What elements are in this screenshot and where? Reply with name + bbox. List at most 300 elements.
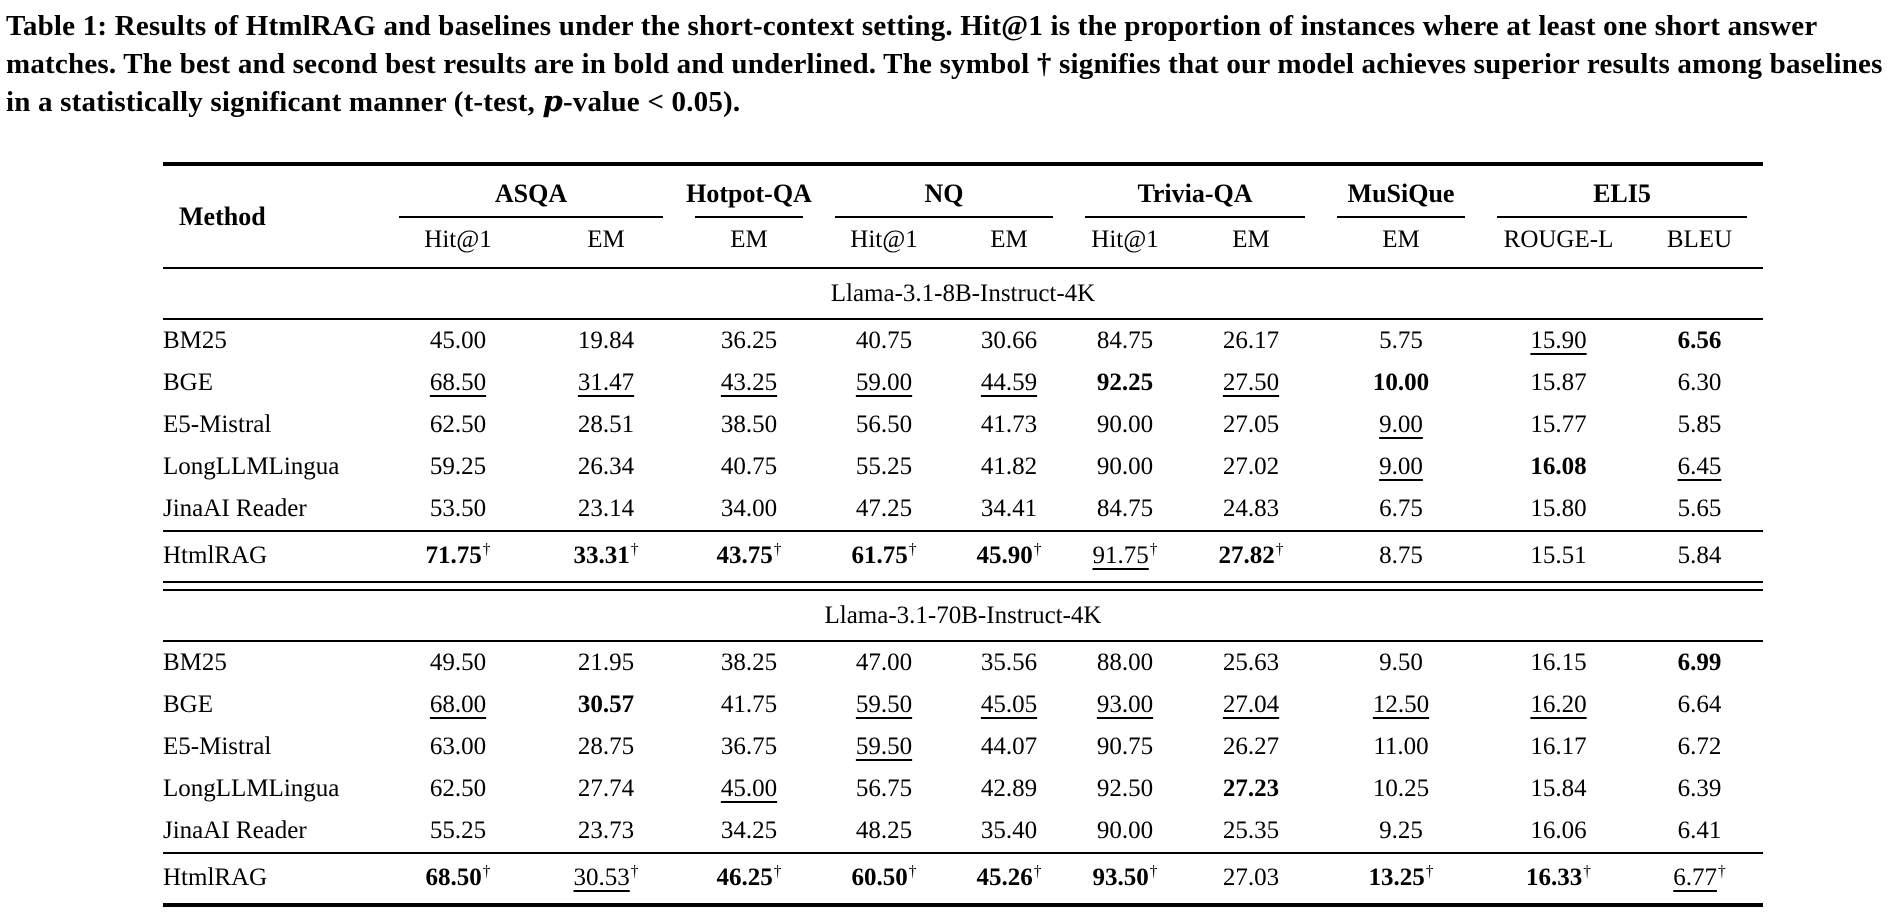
- table-cell: [1321, 446, 1481, 488]
- metric-header-trivia-qa-hit-1: Hit@1: [1069, 218, 1181, 268]
- table-cell: [819, 641, 949, 684]
- metric-value: 55.25: [429, 817, 487, 845]
- metric-value: 16.06: [1530, 817, 1587, 845]
- dagger-mark: †: [1718, 862, 1726, 880]
- metric-value: 8.75: [1379, 542, 1423, 570]
- table-cell: [383, 404, 533, 446]
- header-group-row: [163, 164, 1763, 218]
- metric-value: 10.25: [1372, 775, 1430, 803]
- metric-header-asqa-hit-1: Hit@1: [383, 218, 533, 268]
- metric-value: 33.31: [573, 542, 630, 570]
- metric-value: 36.25: [720, 327, 778, 355]
- table-cell: [1181, 853, 1321, 905]
- metric-value: 30.57: [577, 691, 635, 719]
- metric-value: 45.26: [976, 864, 1033, 892]
- metric-value: 15.80: [1530, 495, 1587, 523]
- metric-value: 93.50: [1092, 864, 1149, 892]
- dagger-mark: †: [773, 862, 782, 880]
- table-cell: [533, 726, 679, 768]
- table-cell: [1636, 768, 1763, 810]
- double-rule-row: [163, 582, 1763, 590]
- table-cell: [533, 488, 679, 531]
- table-cell: [1181, 641, 1321, 684]
- table-cell: [1481, 810, 1636, 853]
- metric-value: 36.75: [720, 733, 778, 761]
- table-row: [163, 362, 1763, 404]
- table-row: [163, 531, 1763, 582]
- table-cell: [533, 684, 679, 726]
- metric-value: 26.17: [1222, 327, 1280, 355]
- double-rule-cell: [163, 582, 1763, 590]
- metric-value: 47.00: [855, 649, 913, 677]
- table-cell: [1481, 362, 1636, 404]
- metric-value: 41.75: [720, 691, 778, 719]
- table-cell: [1481, 684, 1636, 726]
- table-cell: [1636, 853, 1763, 905]
- table-cell: [1069, 362, 1181, 404]
- metric-value: 27.04: [1222, 691, 1280, 719]
- table-cell: [1321, 810, 1481, 853]
- table-cell: [383, 319, 533, 362]
- table-cell: [1321, 726, 1481, 768]
- metric-value: 30.66: [980, 327, 1038, 355]
- metric-header-eli5-bleu: BLEU: [1636, 218, 1763, 268]
- table-cell: [1181, 488, 1321, 531]
- table-cell: [679, 768, 819, 810]
- metric-value: 6.77: [1673, 864, 1717, 892]
- metric-value: 16.08: [1530, 453, 1587, 481]
- metric-value: 19.84: [577, 327, 635, 355]
- table-row: [163, 404, 1763, 446]
- metric-value: 9.50: [1379, 649, 1423, 677]
- metric-value: 47.25: [855, 495, 913, 523]
- table-cell: [1181, 768, 1321, 810]
- table-cell: [1636, 531, 1763, 582]
- method-cell: BGE: [163, 691, 213, 719]
- metric-value: 34.41: [980, 495, 1038, 523]
- metric-value: 42.89: [980, 775, 1038, 803]
- dagger-mark: †: [908, 540, 917, 558]
- metric-value: 13.25: [1368, 864, 1425, 892]
- method-cell: E5-Mistral: [163, 733, 272, 761]
- table-cell: [1481, 768, 1636, 810]
- column-group-label: Hotpot-QA: [686, 179, 812, 209]
- metric-value: 46.25: [716, 864, 773, 892]
- table-row: [163, 810, 1763, 853]
- table-cell: [1481, 726, 1636, 768]
- table-cell: [1069, 319, 1181, 362]
- metric-value: 6.64: [1677, 691, 1722, 719]
- metric-value: 27.02: [1222, 453, 1280, 481]
- metric-value: 6.41: [1677, 817, 1722, 845]
- table-cell: [1321, 641, 1481, 684]
- table-cell: [1321, 488, 1481, 531]
- column-group-hotpot-qa: [679, 164, 819, 218]
- table-cell: [819, 362, 949, 404]
- table-cell: [819, 531, 949, 582]
- column-group-label: Trivia-QA: [1137, 179, 1253, 209]
- table-cell: [679, 726, 819, 768]
- metric-value: 5.84: [1677, 542, 1722, 570]
- table-cell: [383, 768, 533, 810]
- table-cell: [533, 404, 679, 446]
- metric-value: 6.72: [1677, 733, 1722, 761]
- column-group-label: NQ: [924, 179, 964, 209]
- table-cell: [949, 488, 1069, 531]
- table-cell: [533, 810, 679, 853]
- metric-value: 28.75: [577, 733, 635, 761]
- table-cell: [819, 853, 949, 905]
- metric-value: 11.00: [1373, 733, 1429, 761]
- table-cell: [679, 319, 819, 362]
- table-cell: [819, 446, 949, 488]
- dagger-mark: †: [630, 862, 639, 880]
- section-title-row: [163, 590, 1763, 641]
- method-cell: HtmlRAG: [163, 531, 383, 582]
- table-cell: [679, 641, 819, 684]
- table-cell: [1636, 319, 1763, 362]
- metric-value: 41.82: [980, 453, 1038, 481]
- column-group-label: ELI5: [1593, 179, 1651, 209]
- section-title-row: [163, 268, 1763, 319]
- table-cell: [679, 853, 819, 905]
- table-cell: [1636, 446, 1763, 488]
- section-title: Llama-3.1-8B-Instruct-4K: [163, 268, 1763, 319]
- metric-value: 35.40: [980, 817, 1038, 845]
- metric-value: 49.50: [429, 649, 487, 677]
- table-cell: [679, 531, 819, 582]
- table-cell: [679, 404, 819, 446]
- table-cell: [1481, 404, 1636, 446]
- metric-value: 45.90: [976, 542, 1033, 570]
- metric-value: 6.56: [1677, 327, 1722, 355]
- table-cell: [383, 531, 533, 582]
- metric-header-nq-hit-1: Hit@1: [819, 218, 949, 268]
- method-cell: JinaAI Reader: [163, 817, 307, 845]
- table-cell: [1181, 810, 1321, 853]
- table-cell: [1181, 319, 1321, 362]
- table-row: [163, 641, 1763, 684]
- table-cell: [1069, 641, 1181, 684]
- metric-value: 27.82: [1218, 542, 1275, 570]
- metric-value: 45.00: [720, 775, 778, 803]
- table-cell: [1181, 531, 1321, 582]
- metric-value: 6.30: [1677, 369, 1722, 397]
- table-cell: [949, 853, 1069, 905]
- metric-value: 24.83: [1222, 495, 1280, 523]
- method-cell: E5-Mistral: [163, 411, 272, 439]
- table-cell: [1181, 726, 1321, 768]
- metric-value: 59.50: [855, 691, 913, 719]
- metric-value: 60.50: [851, 864, 908, 892]
- metric-value: 16.20: [1530, 691, 1587, 719]
- table-cell: [949, 641, 1069, 684]
- metric-value: 41.73: [980, 411, 1038, 439]
- metric-value: 6.75: [1379, 495, 1423, 523]
- table-cell: [1636, 726, 1763, 768]
- caption-p-italic: p: [542, 84, 563, 119]
- metric-value: 44.59: [980, 369, 1038, 397]
- table-cell: [1069, 684, 1181, 726]
- metric-value: 27.74: [577, 775, 635, 803]
- metric-value: 15.84: [1530, 775, 1587, 803]
- dagger-mark: †: [773, 540, 782, 558]
- metric-value: 34.25: [720, 817, 778, 845]
- section-llama-3-1-8b-instruct-4k: [163, 268, 1763, 582]
- table-cell: [1321, 362, 1481, 404]
- method-cell: BM25: [163, 649, 227, 677]
- table-cell: [533, 531, 679, 582]
- metric-value: 31.47: [577, 369, 635, 397]
- metric-value: 62.50: [429, 775, 487, 803]
- metric-value: 90.00: [1096, 411, 1154, 439]
- table-cell: [1481, 488, 1636, 531]
- section-llama-3-1-70b-instruct-4k: [163, 590, 1763, 905]
- metric-value: 12.50: [1372, 691, 1430, 719]
- table-row: [163, 726, 1763, 768]
- metric-value: 68.00: [429, 691, 487, 719]
- table-cell: [1481, 319, 1636, 362]
- table-cell: [533, 362, 679, 404]
- metric-value: 23.73: [577, 817, 635, 845]
- metric-value: 44.07: [980, 733, 1038, 761]
- metric-value: 27.05: [1222, 411, 1280, 439]
- method-cell: LongLLMLingua: [163, 775, 340, 803]
- dagger-mark: †: [1033, 862, 1042, 880]
- table-cell: [1481, 641, 1636, 684]
- header-metric-row: [163, 218, 1763, 268]
- table-cell: [1181, 362, 1321, 404]
- table-cell: [533, 853, 679, 905]
- metric-value: 25.63: [1222, 649, 1280, 677]
- table-cell: [1636, 362, 1763, 404]
- table-cell: [383, 853, 533, 905]
- table-cell: [949, 684, 1069, 726]
- metric-value: 90.00: [1096, 453, 1154, 481]
- metric-value: 40.75: [720, 453, 778, 481]
- metric-header-trivia-qa-em: EM: [1181, 218, 1321, 268]
- metric-value: 90.00: [1096, 817, 1154, 845]
- table-cell: [1481, 446, 1636, 488]
- table-row: [163, 488, 1763, 531]
- table-cell: [383, 684, 533, 726]
- metric-value: 56.75: [855, 775, 913, 803]
- metric-value: 16.15: [1530, 649, 1587, 677]
- table-cell: [679, 810, 819, 853]
- metric-value: 15.77: [1530, 411, 1587, 439]
- table-cell: [1636, 488, 1763, 531]
- metric-value: 35.56: [980, 649, 1038, 677]
- metric-value: 59.25: [429, 453, 487, 481]
- metric-value: 34.00: [720, 495, 778, 523]
- metric-header-eli5-rouge-l: ROUGE-L: [1481, 218, 1636, 268]
- column-group-eli5: [1481, 164, 1763, 218]
- table-cell: [1069, 853, 1181, 905]
- method-column-header: Method: [163, 164, 383, 268]
- metric-value: 16.17: [1530, 733, 1587, 761]
- table-cell: [949, 726, 1069, 768]
- metric-value: 15.90: [1530, 327, 1587, 355]
- metric-value: 43.75: [716, 542, 773, 570]
- metric-value: 5.65: [1677, 495, 1722, 523]
- dagger-mark: †: [1425, 862, 1434, 880]
- metric-value: 63.00: [429, 733, 487, 761]
- table-cell: [533, 641, 679, 684]
- dagger-mark: †: [908, 862, 917, 880]
- metric-value: 38.50: [720, 411, 778, 439]
- table-row: [163, 768, 1763, 810]
- table-cell: [819, 488, 949, 531]
- table-cell: [1069, 446, 1181, 488]
- column-group-nq: [819, 164, 1069, 218]
- metric-value: 59.00: [855, 369, 913, 397]
- table-cell: [949, 768, 1069, 810]
- metric-value: 92.50: [1096, 775, 1154, 803]
- metric-value: 25.35: [1222, 817, 1280, 845]
- table-cell: [533, 319, 679, 362]
- table-cell: [819, 319, 949, 362]
- metric-value: 10.00: [1372, 369, 1430, 397]
- metric-value: 91.75: [1092, 542, 1149, 570]
- metric-value: 62.50: [429, 411, 487, 439]
- table-cell: [533, 768, 679, 810]
- table-row: [163, 684, 1763, 726]
- metric-value: 26.27: [1222, 733, 1280, 761]
- table-cell: [383, 362, 533, 404]
- table-row: [163, 319, 1763, 362]
- dagger-mark: †: [1275, 540, 1284, 558]
- metric-value: 68.50: [429, 369, 487, 397]
- page: [0, 8, 1895, 907]
- column-group-label: ASQA: [494, 179, 568, 209]
- column-group-musique: [1321, 164, 1481, 218]
- table-cell: [383, 488, 533, 531]
- table-cell: [1636, 810, 1763, 853]
- metric-value: 27.50: [1222, 369, 1280, 397]
- method-cell: BM25: [163, 327, 227, 355]
- table-cell: [1321, 853, 1481, 905]
- table-caption: [6, 8, 1885, 122]
- table-cell: [679, 684, 819, 726]
- dagger-mark: †: [630, 540, 639, 558]
- metric-value: 48.25: [855, 817, 913, 845]
- table-cell: [819, 726, 949, 768]
- metric-value: 38.25: [720, 649, 778, 677]
- table-cell: [1636, 684, 1763, 726]
- metric-header-musique-em: EM: [1321, 218, 1481, 268]
- metric-value: 6.39: [1677, 775, 1722, 803]
- metric-value: 90.75: [1096, 733, 1154, 761]
- dagger-mark: †: [1033, 540, 1042, 558]
- metric-value: 9.00: [1379, 453, 1423, 481]
- metric-value: 68.50: [425, 864, 482, 892]
- metric-value: 59.50: [855, 733, 913, 761]
- section-title: Llama-3.1-70B-Instruct-4K: [163, 590, 1763, 641]
- metric-value: 30.53: [573, 864, 630, 892]
- method-cell: HtmlRAG: [163, 853, 383, 905]
- table-cell: [1069, 768, 1181, 810]
- table-cell: [819, 768, 949, 810]
- metric-value: 61.75: [851, 542, 908, 570]
- column-group-trivia-qa: [1069, 164, 1321, 218]
- table-cell: [383, 726, 533, 768]
- metric-value: 27.03: [1222, 864, 1280, 892]
- metric-value: 5.85: [1677, 411, 1722, 439]
- metric-value: 93.00: [1096, 691, 1154, 719]
- dagger-mark: †: [1583, 862, 1591, 880]
- metric-value: 45.05: [980, 691, 1038, 719]
- table-row: [163, 853, 1763, 905]
- table-cell: [819, 684, 949, 726]
- table-cell: [1069, 726, 1181, 768]
- table-cell: [1069, 531, 1181, 582]
- metric-value: 28.51: [577, 411, 635, 439]
- table-cell: [383, 641, 533, 684]
- metric-value: 6.45: [1677, 453, 1722, 481]
- metric-value: 27.23: [1222, 775, 1280, 803]
- table-cell: [1181, 684, 1321, 726]
- column-group-asqa: [383, 164, 679, 218]
- metric-header-nq-em: EM: [949, 218, 1069, 268]
- table-cell: [1636, 641, 1763, 684]
- double-rule-separator: [163, 582, 1763, 590]
- metric-value: 15.51: [1530, 542, 1587, 570]
- table-cell: [679, 488, 819, 531]
- caption-text-before: Table 1: Results of HtmlRAG and baselines under the short-context setting. Hit@1 is the proportion of instances where at least one short answer matches. The best and second best results are in bold and underlined. The symbol † signifies that our model achieves superior results among baselines in a statistically significant manner (t-test,: [6, 10, 1883, 119]
- table-cell: [1069, 404, 1181, 446]
- metric-value: 55.25: [855, 453, 913, 481]
- table-cell: [383, 810, 533, 853]
- table-head: [163, 164, 1763, 268]
- metric-value: 9.00: [1379, 411, 1423, 439]
- metric-value: 40.75: [855, 327, 913, 355]
- table-cell: [819, 810, 949, 853]
- metric-header-asqa-em: EM: [533, 218, 679, 268]
- metric-value: 9.25: [1379, 817, 1423, 845]
- column-group-label: MuSiQue: [1347, 179, 1455, 209]
- table-row: [163, 446, 1763, 488]
- dagger-mark: †: [482, 540, 491, 558]
- table-cell: [1181, 446, 1321, 488]
- table-cell: [383, 446, 533, 488]
- table-cell: [1321, 768, 1481, 810]
- metric-value: 6.99: [1677, 649, 1722, 677]
- table-cell: [1636, 404, 1763, 446]
- table-cell: [1321, 319, 1481, 362]
- method-cell: LongLLMLingua: [163, 453, 340, 481]
- table-cell: [1069, 810, 1181, 853]
- metric-value: 56.50: [855, 411, 913, 439]
- metric-header-hotpot-qa-em: EM: [679, 218, 819, 268]
- method-cell: JinaAI Reader: [163, 495, 307, 523]
- results-table: [163, 162, 1763, 907]
- dagger-mark: †: [1149, 540, 1158, 558]
- metric-value: 84.75: [1096, 495, 1154, 523]
- caption-text-after: -value < 0.05).: [562, 86, 741, 119]
- metric-value: 5.75: [1379, 327, 1423, 355]
- table-cell: [1181, 404, 1321, 446]
- metric-value: 43.25: [720, 369, 778, 397]
- metric-value: 71.75: [425, 542, 482, 570]
- metric-value: 21.95: [577, 649, 635, 677]
- dagger-mark: †: [1149, 862, 1158, 880]
- table-cell: [679, 362, 819, 404]
- metric-value: 45.00: [429, 327, 487, 355]
- table-cell: [1321, 684, 1481, 726]
- table-cell: [1481, 531, 1636, 582]
- metric-value: 16.33: [1526, 864, 1583, 892]
- table-cell: [949, 531, 1069, 582]
